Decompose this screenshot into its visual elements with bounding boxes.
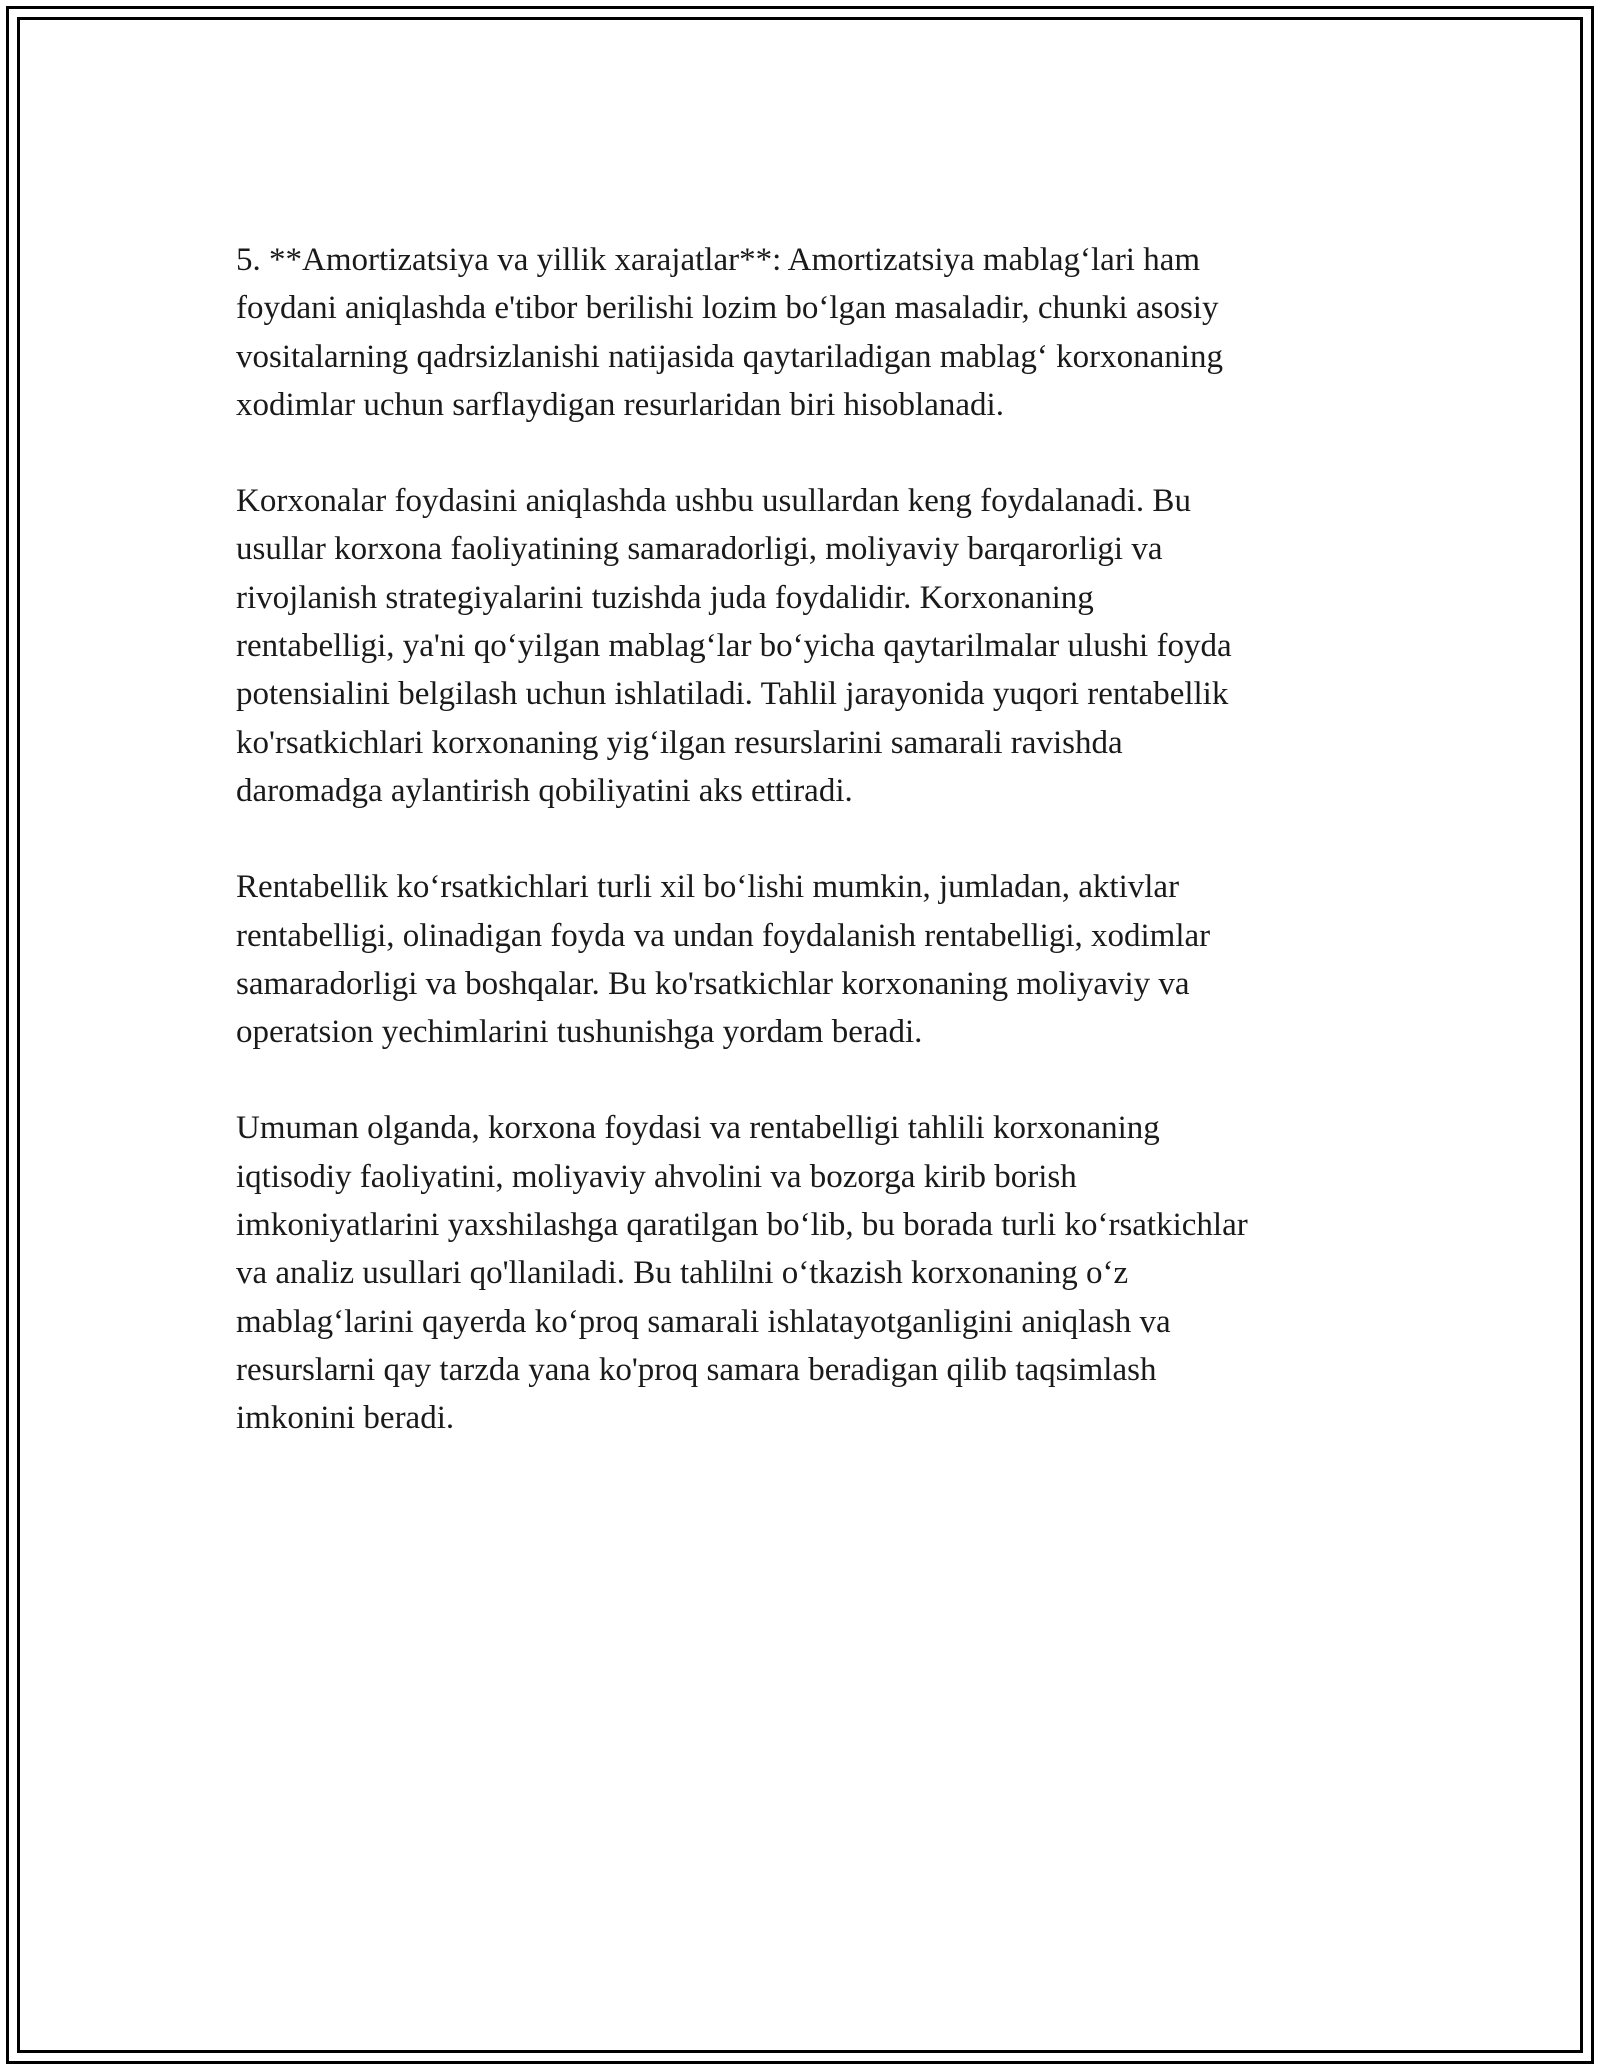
paragraph-conclusion: Umuman olganda, korxona foydasi va rentabelligi tahlili korxonaning iqtisodiy faoliyatini, moliyaviy ahvolini va bozorga kirib borish imkoniyatlarini yaxshilashga qaratilgan bo‘lib, bu borada turli ko‘rsatkichlar va analiz usullari qo'llaniladi. Bu tahlilni o‘tkazish korxonaning o‘z mablag‘larini qayerda ko‘proq samarali ishlatayotganligini aniqlash va resurslarni qay tarzda yana ko'proq samara beradigan qilib taqsimlash imkonini beradi. bbox=[236, 1110, 1248, 1437]
paragraph-profit-methods: Korxonalar foydasini aniqlashda ushbu usullardan keng foydalanadi. Bu usullar korxona faoliyatining samaradorligi, moliyaviy barqarorligi va rivojlanish strategiyalarini tuzishda juda foydalidir. Korxonaning rentabelligi, ya'ni qo‘yilgan mablag‘lar bo‘yicha qaytarilmalar ulushi foyda potensialini belgilash uchun ishlatiladi. Tahlil jarayonida yuqori rentabellik ko'rsatkichlari korxonaning yig‘ilgan resurslarini samarali ravishda daromadga aylantirish qobiliyatini aks ettiradi. bbox=[236, 483, 1232, 809]
document-body bbox=[236, 236, 1366, 1491]
paragraph-profitability-indicators: Rentabellik ko‘rsatkichlari turli xil bo‘lishi mumkin, jumladan, aktivlar rentabelligi, olinadigan foyda va undan foydalanish rentabelligi, xodimlar samaradorligi va boshqalar. Bu ko'rsatkichlar korxonaning moliyaviy va operatsion yechimlarini tushunishga yordam beradi. bbox=[236, 869, 1211, 1051]
paragraph-amortization: 5. **Amortizatsiya va yillik xarajatlar**: Amortizatsiya mablag‘lari ham foydani aniqlashda e'tibor berilishi lozim bo‘lgan masaladir, chunki asosiy vositalarning qadrsizlanishi natijasida qaytariladigan mablag‘ korxonaning xodimlar uchun sarflaydigan resurlaridan biri hisoblanadi. bbox=[236, 242, 1223, 423]
